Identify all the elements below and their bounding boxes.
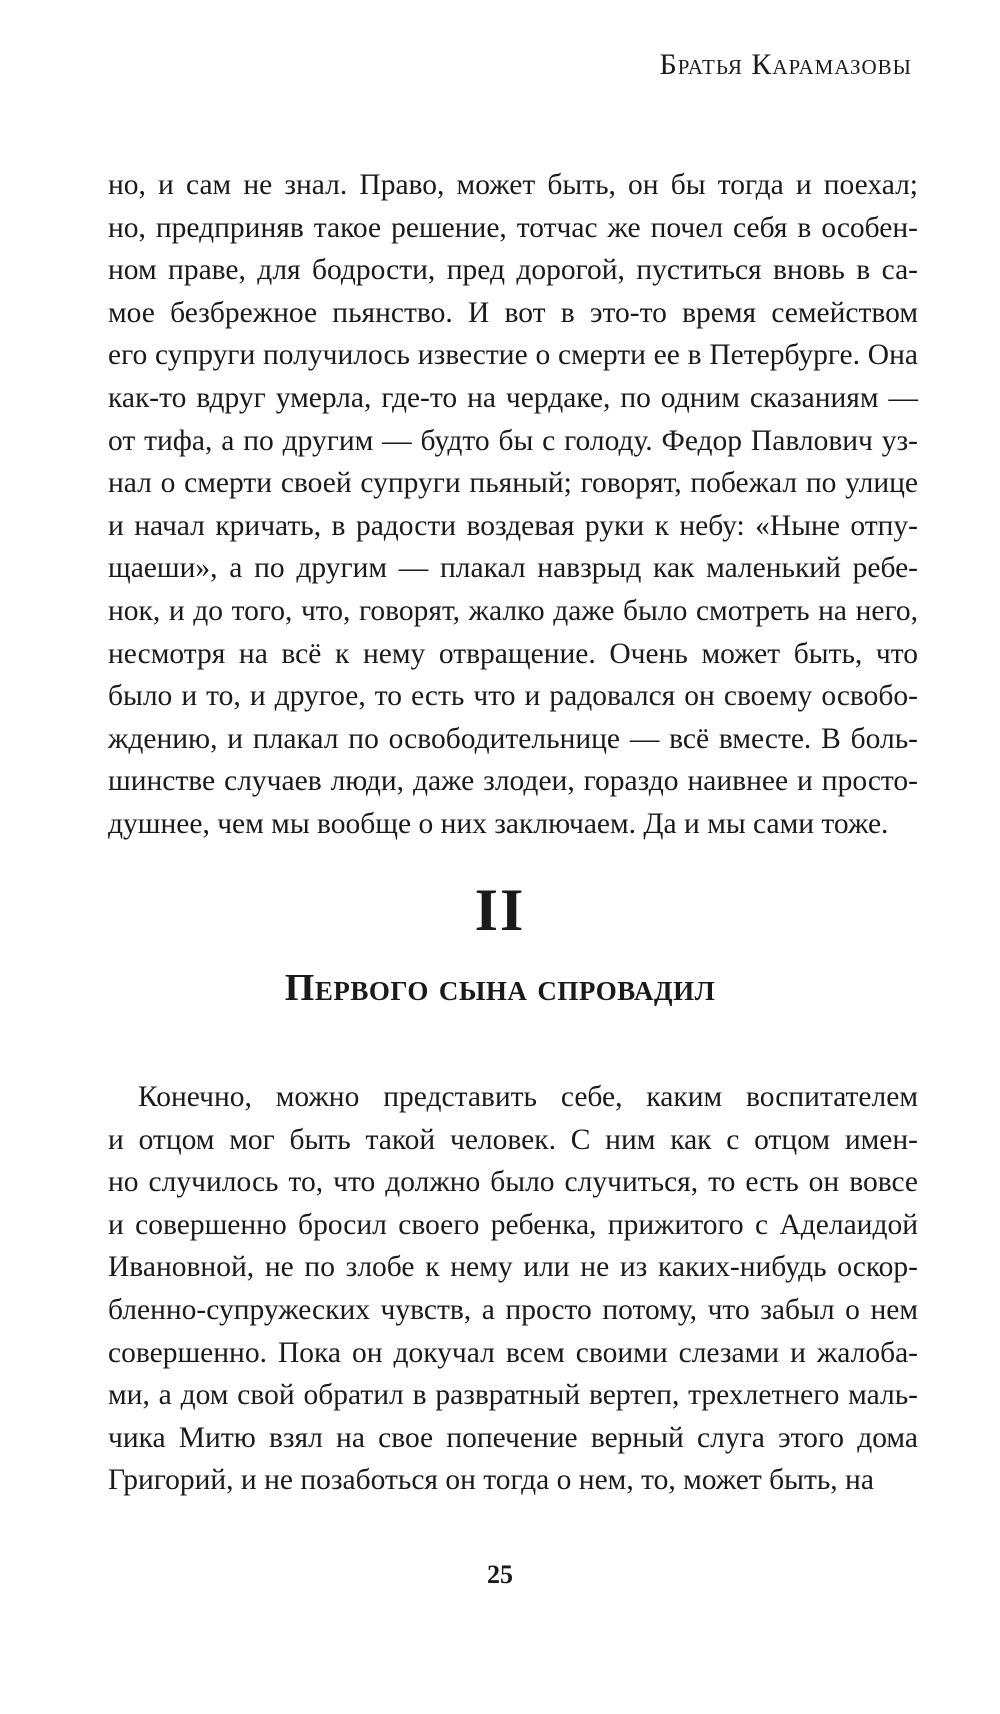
text-line: ном праве, для бодрости, пред дорогой, пуститься вновь в са- <box>108 254 918 287</box>
text-line: душнее, чем мы вообще о них заключаем. Да и мы сами тоже. <box>108 807 889 840</box>
text-line: Григорий, и не позаботься он тогда о нем, то, может быть, на <box>108 1464 874 1497</box>
text-line: мое безбрежное пьянство. И вот в это-то время семейством <box>108 296 918 329</box>
chapter-title: Первого сына спровадил <box>284 967 716 1009</box>
text-line: Ивановной, не по злобе к нему или не из каких-нибудь оскор- <box>108 1251 918 1284</box>
text-line: чика Митю взял на свое попечение верный слуга этого дома <box>108 1421 918 1454</box>
text-line: но, и сам не знал. Право, может быть, он бы тогда и поехал; <box>108 169 918 201</box>
text-line: бленно-супружеских чувств, а просто потому, что забыл о нем <box>108 1293 918 1326</box>
running-head-title: Братья Карамазовы <box>659 48 912 81</box>
text-line: его супруги получилось известие о смерти ее в Петербурге. Она <box>108 339 918 372</box>
text-line: шинстве случаев люди, даже злодеи, гораздо наивнее и просто- <box>108 765 918 798</box>
text-line: ждению, и плакал по освободительнице — всё вместе. В боль- <box>108 722 918 755</box>
text-line: щаеши», а по другим — плакал навзрыд как маленький ребе- <box>108 552 918 585</box>
top-paragraph <box>108 164 918 846</box>
text-line: как-то вдруг умерла, где-то на чердаке, по одним сказаниям — <box>108 381 918 414</box>
text-line: и отцом мог быть такой человек. С ним как с отцом имен- <box>108 1123 918 1156</box>
text-line: Конечно, можно представить себе, каким воспитателем <box>138 1081 918 1113</box>
chapter-number: II <box>474 877 526 943</box>
text-line: совершенно. Пока он докучал всем своими слезами и жалоба- <box>108 1336 918 1369</box>
text-line: несмотря на всё к нему отвращение. Очень может быть, что <box>108 637 918 670</box>
text-line: нок, и до того, что, говорят, жалко даже было смотреть на него, <box>108 594 918 627</box>
bottom-paragraph <box>108 1076 918 1502</box>
text-line: но случилось то, что должно было случиться, то есть он вовсе <box>108 1166 918 1199</box>
text-line: и совершенно бросил своего ребенка, прижитого с Аделаидой <box>108 1208 918 1241</box>
text-line: было и то, и другое, то есть что и радовался он своему освобо- <box>108 680 918 713</box>
text-line: нал о смерти своей супруги пьяный; говорят, побежал по улице <box>108 467 918 500</box>
text-line: ми, а дом свой обратил в развратный вертеп, трехлетнего маль- <box>108 1379 918 1412</box>
text-line: и начал кричать, в радости воздевая руки к небу: «Ныне отпу- <box>108 509 918 542</box>
text-line: от тифа, а по другим — будто бы с голоду. Федор Павлович уз- <box>108 424 918 457</box>
text-line: но, предприняв такое решение, тотчас же почел себя в особен- <box>108 211 918 244</box>
page-number: 25 <box>487 1560 513 1589</box>
